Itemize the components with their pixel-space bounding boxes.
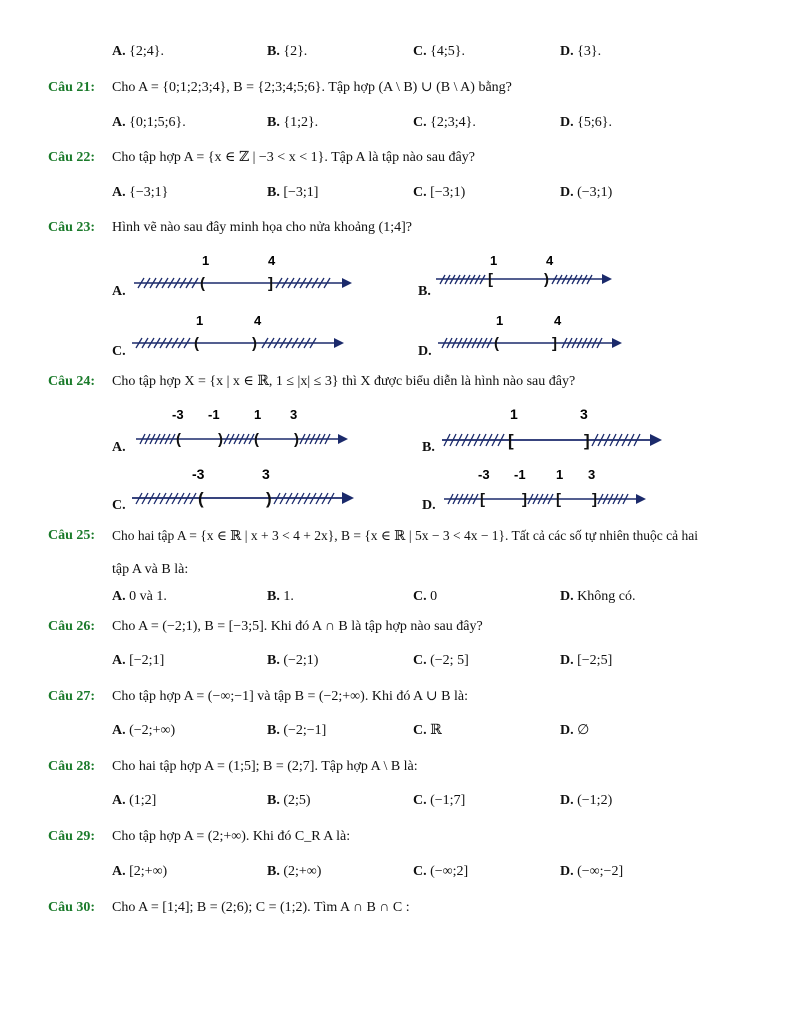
tick-label: 4 xyxy=(268,253,276,268)
option-a[interactable]: A. [2;+∞) xyxy=(112,864,168,879)
option-b[interactable]: B. (−2;−1] xyxy=(267,723,327,738)
tick-label: 1 xyxy=(490,253,498,268)
tick-label: -3 xyxy=(192,466,205,482)
question-text: Cho hai tập hợp A = (1;5]; B = (2;7]. Tập hợp A \ B là: xyxy=(112,759,418,774)
question-text: Cho A = [1;4]; B = (2;6); C = (1;2). Tìm A ∩ B ∩ C : xyxy=(112,900,410,915)
question-label: Câu 24: xyxy=(48,374,96,389)
tick-label: 3 xyxy=(580,406,588,422)
bracket-open: ( xyxy=(200,275,205,292)
bracket: [ xyxy=(480,491,485,508)
question-text: Cho tập hợp A = (2;+∞). Khi đó C_R A là: xyxy=(112,829,351,844)
option-c[interactable]: C. {4;5}. xyxy=(413,44,465,59)
tick-label: 1 xyxy=(510,406,518,422)
option-d[interactable]: D. xyxy=(422,498,436,513)
question-text: Cho A = (−2;1), B = [−3;5]. Khi đó A ∩ B là tập hợp nào sau đây? xyxy=(112,619,483,634)
arrow-head xyxy=(338,434,348,444)
option-b[interactable]: B. [−3;1] xyxy=(267,185,319,200)
question-29 xyxy=(0,827,792,847)
tick-label: 1 xyxy=(196,313,204,328)
option-b[interactable]: B. {2}. xyxy=(267,44,308,59)
question-text: Cho tập hợp A = {x ∈ ℤ | −3 < x < 1}. Tập A là tập nào sau đây? xyxy=(112,150,475,165)
number-line xyxy=(434,250,624,298)
bracket: ) xyxy=(266,489,272,508)
option-a[interactable]: A. [−2;1] xyxy=(112,653,165,668)
bracket: ) xyxy=(218,431,223,448)
option-b[interactable]: B. xyxy=(418,284,431,299)
option-c[interactable]: C. (−∞;2] xyxy=(413,864,469,879)
question-21 xyxy=(0,78,792,98)
option-d[interactable]: D. (−∞;−2] xyxy=(560,864,624,879)
arrow-head xyxy=(342,492,354,504)
option-a[interactable]: A. (−2;+∞) xyxy=(112,723,176,738)
bracket-open: [ xyxy=(488,271,493,288)
tick-label: 1 xyxy=(556,467,564,482)
number-line xyxy=(436,310,636,358)
question-text: Hình vẽ nào sau đây minh họa cho nửa khoảng (1;4]? xyxy=(112,220,412,235)
arrow-head xyxy=(650,434,662,446)
option-d[interactable]: D. (−1;2) xyxy=(560,793,613,808)
question-label: Câu 25: xyxy=(48,528,96,543)
option-d[interactable]: D. {3}. xyxy=(560,44,602,59)
tick-label: 1 xyxy=(496,313,504,328)
question-label: Câu 28: xyxy=(48,759,96,774)
question-24 xyxy=(0,372,792,392)
bracket: ( xyxy=(176,431,181,448)
option-c[interactable]: C. (−2; 5] xyxy=(413,653,469,668)
option-c[interactable]: C. xyxy=(112,344,126,359)
option-c[interactable]: C. ℝ xyxy=(413,723,442,738)
question-label: Câu 23: xyxy=(48,220,96,235)
question-label: Câu 30: xyxy=(48,900,96,915)
tick-label: 4 xyxy=(554,313,562,328)
option-d[interactable]: D. ∅ xyxy=(560,723,590,738)
tick-label: -3 xyxy=(172,407,184,422)
option-c[interactable]: C. (−1;7] xyxy=(413,793,466,808)
question-text-continued: tập A và B là: xyxy=(112,562,189,577)
number-line-figure-24d xyxy=(442,464,672,519)
question-text: Cho A = {0;1;2;3;4}, B = {2;3;4;5;6}. Tập hợp (A \ B) ∪ (B \ A) bằng? xyxy=(112,80,512,95)
option-a[interactable]: A. 0 và 1. xyxy=(112,589,167,604)
question-27 xyxy=(0,687,792,707)
option-a[interactable]: A. {2;4}. xyxy=(112,44,164,59)
question-text: Cho tập hợp A = (−∞;−1] và tập B = (−2;+∞). Khi đó A ∪ B là: xyxy=(112,689,468,704)
question-30 xyxy=(0,898,792,918)
question-label: Câu 27: xyxy=(48,689,96,704)
bracket: ( xyxy=(254,431,259,448)
bracket: ( xyxy=(198,489,204,508)
bracket-close: ] xyxy=(268,275,273,292)
question-label: Câu 21: xyxy=(48,80,96,95)
question-label: Câu 22: xyxy=(48,150,96,165)
bracket: ] xyxy=(592,491,597,508)
tick-label: 1 xyxy=(202,253,210,268)
option-d[interactable]: D. [−2;5] xyxy=(560,653,613,668)
bracket: ] xyxy=(584,431,590,450)
bracket: [ xyxy=(508,431,514,450)
bracket: [ xyxy=(556,491,561,508)
number-line-figure-24a xyxy=(134,404,364,459)
number-line-figure-24b xyxy=(440,404,670,459)
option-d[interactable]: D. (−3;1) xyxy=(560,185,613,200)
number-line xyxy=(442,464,672,514)
tick-label: 1 xyxy=(254,407,262,422)
question-label: Câu 29: xyxy=(48,829,96,844)
option-a[interactable]: A. (1;2] xyxy=(112,793,157,808)
number-line-figure-23d xyxy=(436,310,636,363)
number-line xyxy=(130,250,360,298)
bracket: ) xyxy=(294,431,299,448)
question-25 xyxy=(0,526,792,546)
option-d[interactable]: D. xyxy=(418,344,432,359)
option-d[interactable]: D. Không có. xyxy=(560,589,636,604)
tick-label: -1 xyxy=(514,467,526,482)
option-b[interactable]: B. xyxy=(422,440,435,455)
bracket-open: ( xyxy=(494,335,499,352)
option-b[interactable]: B. {1;2}. xyxy=(267,115,319,130)
number-line xyxy=(134,404,364,454)
question-23 xyxy=(0,218,792,238)
option-b[interactable]: B. (2;+∞) xyxy=(267,864,322,879)
number-line xyxy=(130,310,360,358)
question-text: Cho hai tập A = {x ∈ ℝ | x + 3 < 4 + 2x}, B = {x ∈ ℝ | 5x − 3 < 4x − 1}. Tất cả các số tự nhiên thuộc cả hai xyxy=(112,528,699,543)
arrow-head xyxy=(636,494,646,504)
bracket: ] xyxy=(522,491,527,508)
option-c[interactable]: C. [−3;1) xyxy=(413,185,466,200)
number-line xyxy=(440,404,670,454)
option-c[interactable]: C. xyxy=(112,498,126,513)
option-a[interactable]: A. {0;1;5;6}. xyxy=(112,115,186,130)
option-c[interactable]: C. 0 xyxy=(413,589,438,604)
arrow-head xyxy=(602,274,612,284)
option-a[interactable]: A. xyxy=(112,440,126,455)
option-c[interactable]: C. {2;3;4}. xyxy=(413,115,476,130)
option-b[interactable]: B. 1. xyxy=(267,589,294,604)
number-line xyxy=(130,464,370,514)
bracket-close: ) xyxy=(544,271,549,288)
tick-label: -3 xyxy=(478,467,490,482)
number-line-figure-23a xyxy=(130,250,360,303)
question-label: Câu 26: xyxy=(48,619,96,634)
question-26 xyxy=(0,617,792,637)
option-a[interactable]: A. {−3;1} xyxy=(112,185,169,200)
question-22 xyxy=(0,148,792,168)
option-a[interactable]: A. xyxy=(112,284,126,299)
option-b[interactable]: B. (−2;1) xyxy=(267,653,319,668)
arrow-head xyxy=(612,338,622,348)
option-b[interactable]: B. (2;5) xyxy=(267,793,311,808)
question-28 xyxy=(0,757,792,777)
tick-label: 3 xyxy=(290,407,298,422)
number-line-figure-23c xyxy=(130,310,360,363)
number-line-figure-24c xyxy=(130,464,370,519)
tick-label: 3 xyxy=(588,467,596,482)
number-line-figure-23b xyxy=(434,250,624,303)
bracket-close: ] xyxy=(552,335,557,352)
option-d[interactable]: D. {5;6}. xyxy=(560,115,612,130)
arrow-head xyxy=(334,338,344,348)
bracket-open: ( xyxy=(194,335,199,352)
tick-label: 3 xyxy=(262,466,270,482)
tick-label: 4 xyxy=(254,313,262,328)
bracket-close: ) xyxy=(252,335,257,352)
question-text: Cho tập hợp X = {x | x ∈ ℝ, 1 ≤ |x| ≤ 3} thì X được biểu diễn là hình nào sau đây? xyxy=(112,374,576,389)
question-25-continuation xyxy=(0,560,792,580)
arrow-head xyxy=(342,278,352,288)
tick-label: -1 xyxy=(208,407,220,422)
tick-label: 4 xyxy=(546,253,554,268)
